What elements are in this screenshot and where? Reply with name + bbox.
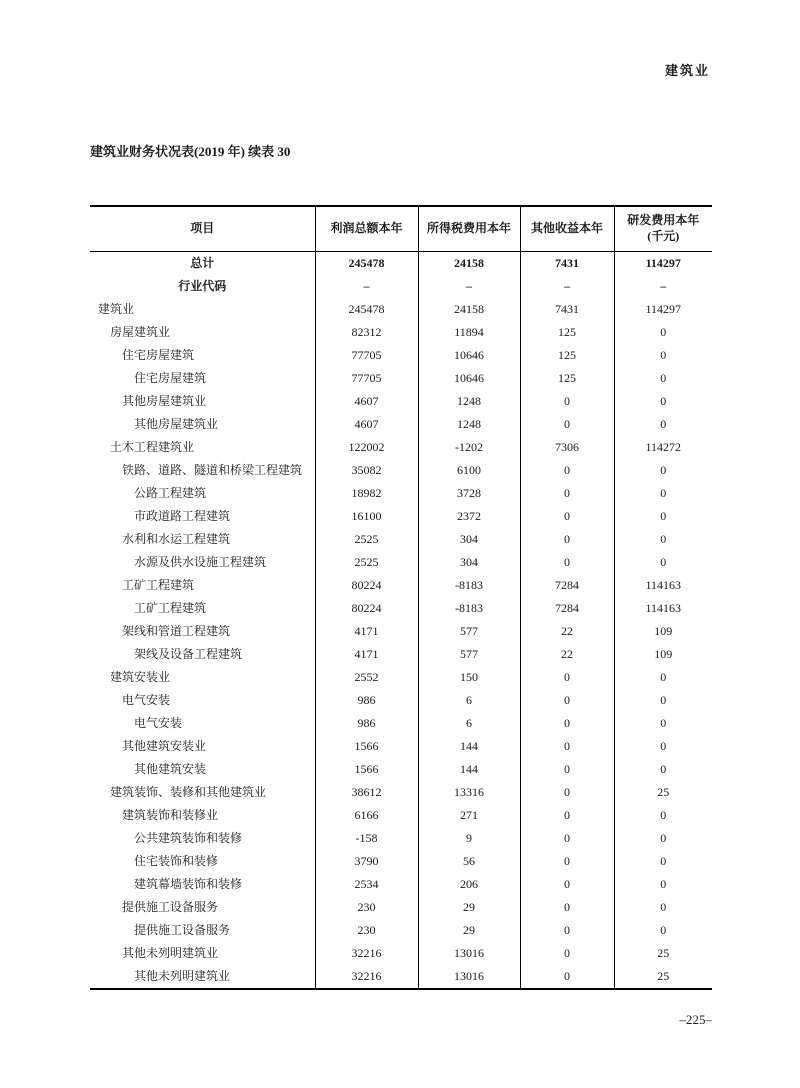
row-label: 工矿工程建筑 <box>134 600 207 615</box>
table-row <box>90 781 712 804</box>
cell-value: 125 <box>520 344 614 367</box>
row-label: 架线及设备工程建筑 <box>134 646 243 661</box>
table-row <box>90 804 712 827</box>
cell-value: 32216 <box>315 942 418 965</box>
cell-value: 4607 <box>315 390 418 413</box>
cell-value: 144 <box>418 735 520 758</box>
cell-value: 114272 <box>614 436 712 459</box>
row-label: 水利和水运工程建筑 <box>122 531 231 546</box>
cell-value: 0 <box>614 919 712 942</box>
row-label: 建筑安装业 <box>110 669 171 684</box>
table-row <box>90 482 712 505</box>
header-row <box>90 206 712 252</box>
row-label: 提供施工设备服务 <box>122 899 219 914</box>
cell-value: 0 <box>520 758 614 781</box>
cell-value: 56 <box>418 850 520 873</box>
table-row <box>90 758 712 781</box>
row-label: 其他建筑安装 <box>134 761 207 776</box>
cell-value: 109 <box>614 620 712 643</box>
cell-value: 0 <box>614 896 712 919</box>
cell-value: 577 <box>418 620 520 643</box>
cell-value: 0 <box>614 758 712 781</box>
table-row <box>90 873 712 896</box>
cell-value: 7431 <box>520 252 614 276</box>
cell-value: 0 <box>614 850 712 873</box>
cell-value: 2552 <box>315 666 418 689</box>
row-label: 水源及供水设施工程建筑 <box>134 554 267 569</box>
row-label: 土木工程建筑业 <box>110 439 195 454</box>
cell-value: 0 <box>520 965 614 989</box>
cell-value: 0 <box>520 804 614 827</box>
cell-value: 0 <box>520 827 614 850</box>
cell-value: 10646 <box>418 344 520 367</box>
cell-value: 0 <box>520 781 614 804</box>
cell-value: 304 <box>418 551 520 574</box>
table-row <box>90 367 712 390</box>
cell-value: 0 <box>614 344 712 367</box>
cell-value: 2525 <box>315 551 418 574</box>
row-label: 建筑装饰和装修业 <box>122 807 219 822</box>
cell-value: 0 <box>614 873 712 896</box>
row-label: 建筑装饰、装修和其他建筑业 <box>110 784 267 799</box>
row-label: 总计 <box>190 255 215 270</box>
col-header-rd-line1: 研发费用本年 <box>627 213 700 228</box>
row-label: 建筑幕墙装饰和装修 <box>134 876 243 891</box>
cell-value: 0 <box>614 804 712 827</box>
cell-value: 0 <box>614 551 712 574</box>
cell-value: 150 <box>418 666 520 689</box>
cell-value: 0 <box>520 735 614 758</box>
table-row <box>90 942 712 965</box>
finance-table <box>90 205 712 990</box>
cell-value: 6100 <box>418 459 520 482</box>
table-row <box>90 505 712 528</box>
table-row <box>90 344 712 367</box>
cell-value: 80224 <box>315 597 418 620</box>
table-row <box>90 919 712 942</box>
cell-value: 0 <box>614 321 712 344</box>
cell-value: 6 <box>418 712 520 735</box>
cell-value: 245478 <box>315 298 418 321</box>
row-label: 建筑业 <box>98 301 135 316</box>
cell-value: 0 <box>614 666 712 689</box>
table-row <box>90 528 712 551</box>
cell-value: 0 <box>520 919 614 942</box>
row-label: 工矿工程建筑 <box>122 577 195 592</box>
cell-value: 22 <box>520 620 614 643</box>
row-label: 架线和管道工程建筑 <box>122 623 231 638</box>
cell-value: 114163 <box>614 597 712 620</box>
cell-value: 1566 <box>315 735 418 758</box>
col-header-rd-line2: (千元) <box>647 229 680 243</box>
cell-value: 13316 <box>418 781 520 804</box>
table-row <box>90 275 712 298</box>
table-row <box>90 689 712 712</box>
cell-value: 122002 <box>315 436 418 459</box>
row-label: 行业代码 <box>178 278 227 293</box>
cell-value: 4171 <box>315 643 418 666</box>
cell-value: 6 <box>418 689 520 712</box>
cell-value: -158 <box>315 827 418 850</box>
cell-value: 9 <box>418 827 520 850</box>
table-row <box>90 666 712 689</box>
cell-value: 0 <box>614 413 712 436</box>
cell-value: 114163 <box>614 574 712 597</box>
cell-value: 35082 <box>315 459 418 482</box>
row-label: 公共建筑装饰和装修 <box>134 830 243 845</box>
table-row <box>90 459 712 482</box>
cell-value: – <box>614 275 712 298</box>
cell-value: 25 <box>614 781 712 804</box>
cell-value: 1248 <box>418 413 520 436</box>
table-row <box>90 551 712 574</box>
table-row <box>90 735 712 758</box>
cell-value: 206 <box>418 873 520 896</box>
cell-value: 0 <box>520 689 614 712</box>
row-label: 房屋建筑业 <box>110 324 171 339</box>
cell-value: 271 <box>418 804 520 827</box>
table-row <box>90 574 712 597</box>
cell-value: 0 <box>520 712 614 735</box>
cell-value: 24158 <box>418 298 520 321</box>
row-label: 其他未列明建筑业 <box>122 945 219 960</box>
cell-value: 114297 <box>614 252 712 276</box>
cell-value: 1248 <box>418 390 520 413</box>
table-row <box>90 850 712 873</box>
cell-value: -1202 <box>418 436 520 459</box>
col-header-rd <box>614 206 712 252</box>
cell-value: 25 <box>614 965 712 989</box>
table-row <box>90 643 712 666</box>
cell-value: 29 <box>418 896 520 919</box>
col-header-tax: 所得税费用本年 <box>418 206 520 252</box>
cell-value: 18982 <box>315 482 418 505</box>
cell-value: 0 <box>614 528 712 551</box>
cell-value: 2534 <box>315 873 418 896</box>
row-label: 住宅房屋建筑 <box>134 370 207 385</box>
table-row <box>90 597 712 620</box>
cell-value: 230 <box>315 919 418 942</box>
table-row <box>90 827 712 850</box>
cell-value: 0 <box>520 390 614 413</box>
table-row <box>90 965 712 989</box>
table-row <box>90 321 712 344</box>
cell-value: 80224 <box>315 574 418 597</box>
page-number: –225– <box>679 1012 712 1027</box>
cell-value: 0 <box>614 459 712 482</box>
row-label: 铁路、道路、隧道和桥梁工程建筑 <box>122 462 303 477</box>
cell-value: 0 <box>614 689 712 712</box>
cell-value: 2372 <box>418 505 520 528</box>
cell-value: – <box>315 275 418 298</box>
cell-value: 7431 <box>520 298 614 321</box>
cell-value: 7284 <box>520 574 614 597</box>
col-header-profit: 利润总额本年 <box>315 206 418 252</box>
cell-value: 11894 <box>418 321 520 344</box>
cell-value: 13016 <box>418 942 520 965</box>
cell-value: 7306 <box>520 436 614 459</box>
cell-value: 0 <box>614 390 712 413</box>
cell-value: 986 <box>315 689 418 712</box>
table-row <box>90 413 712 436</box>
cell-value: 24158 <box>418 252 520 276</box>
cell-value: 109 <box>614 643 712 666</box>
cell-value: 0 <box>614 735 712 758</box>
row-label: 其他房屋建筑业 <box>134 416 219 431</box>
cell-value: 0 <box>520 850 614 873</box>
cell-value: 125 <box>520 367 614 390</box>
cell-value: 77705 <box>315 344 418 367</box>
table-row <box>90 252 712 276</box>
cell-value: 4171 <box>315 620 418 643</box>
cell-value: 77705 <box>315 367 418 390</box>
row-label: 其他未列明建筑业 <box>134 968 231 983</box>
cell-value: 986 <box>315 712 418 735</box>
table-row <box>90 390 712 413</box>
col-header-item: 项目 <box>90 206 315 252</box>
cell-value: 10646 <box>418 367 520 390</box>
cell-value: 0 <box>520 459 614 482</box>
table-row <box>90 436 712 459</box>
row-label: 公路工程建筑 <box>134 485 207 500</box>
table-title: 建筑业财务状况表(2019 年) 续表 30 <box>90 144 291 159</box>
cell-value: 25 <box>614 942 712 965</box>
cell-value: 0 <box>614 367 712 390</box>
cell-value: 32216 <box>315 965 418 989</box>
cell-value: 16100 <box>315 505 418 528</box>
cell-value: 0 <box>520 482 614 505</box>
cell-value: 245478 <box>315 252 418 276</box>
cell-value: – <box>418 275 520 298</box>
cell-value: 304 <box>418 528 520 551</box>
cell-value: 13016 <box>418 965 520 989</box>
cell-value: 0 <box>520 942 614 965</box>
row-label: 市政道路工程建筑 <box>134 508 231 523</box>
row-label: 提供施工设备服务 <box>134 922 231 937</box>
section-corner-label: 建筑业 <box>664 63 710 78</box>
cell-value: 2525 <box>315 528 418 551</box>
cell-value: 0 <box>614 712 712 735</box>
cell-value: 6166 <box>315 804 418 827</box>
cell-value: 0 <box>520 873 614 896</box>
cell-value: 0 <box>614 505 712 528</box>
cell-value: -8183 <box>418 574 520 597</box>
cell-value: 125 <box>520 321 614 344</box>
row-label: 住宅房屋建筑 <box>122 347 195 362</box>
row-label: 其他房屋建筑业 <box>122 393 207 408</box>
cell-value: 0 <box>520 551 614 574</box>
cell-value: 144 <box>418 758 520 781</box>
cell-value: 0 <box>520 413 614 436</box>
table-row <box>90 712 712 735</box>
cell-value: 38612 <box>315 781 418 804</box>
cell-value: 82312 <box>315 321 418 344</box>
cell-value: 230 <box>315 896 418 919</box>
cell-value: 0 <box>520 896 614 919</box>
cell-value: 1566 <box>315 758 418 781</box>
cell-value: 577 <box>418 643 520 666</box>
cell-value: 3728 <box>418 482 520 505</box>
cell-value: 0 <box>520 666 614 689</box>
cell-value: 0 <box>614 827 712 850</box>
cell-value: – <box>520 275 614 298</box>
row-label: 住宅装饰和装修 <box>134 853 219 868</box>
cell-value: 0 <box>520 528 614 551</box>
cell-value: 114297 <box>614 298 712 321</box>
cell-value: 22 <box>520 643 614 666</box>
cell-value: 0 <box>520 505 614 528</box>
cell-value: 7284 <box>520 597 614 620</box>
row-label: 电气安装 <box>122 692 171 707</box>
row-label: 其他建筑安装业 <box>122 738 207 753</box>
row-label: 电气安装 <box>134 715 183 730</box>
cell-value: 0 <box>614 482 712 505</box>
table-row <box>90 298 712 321</box>
cell-value: -8183 <box>418 597 520 620</box>
col-header-other-income: 其他收益本年 <box>520 206 614 252</box>
table-row <box>90 896 712 919</box>
cell-value: 29 <box>418 919 520 942</box>
cell-value: 4607 <box>315 413 418 436</box>
table-row <box>90 620 712 643</box>
cell-value: 3790 <box>315 850 418 873</box>
